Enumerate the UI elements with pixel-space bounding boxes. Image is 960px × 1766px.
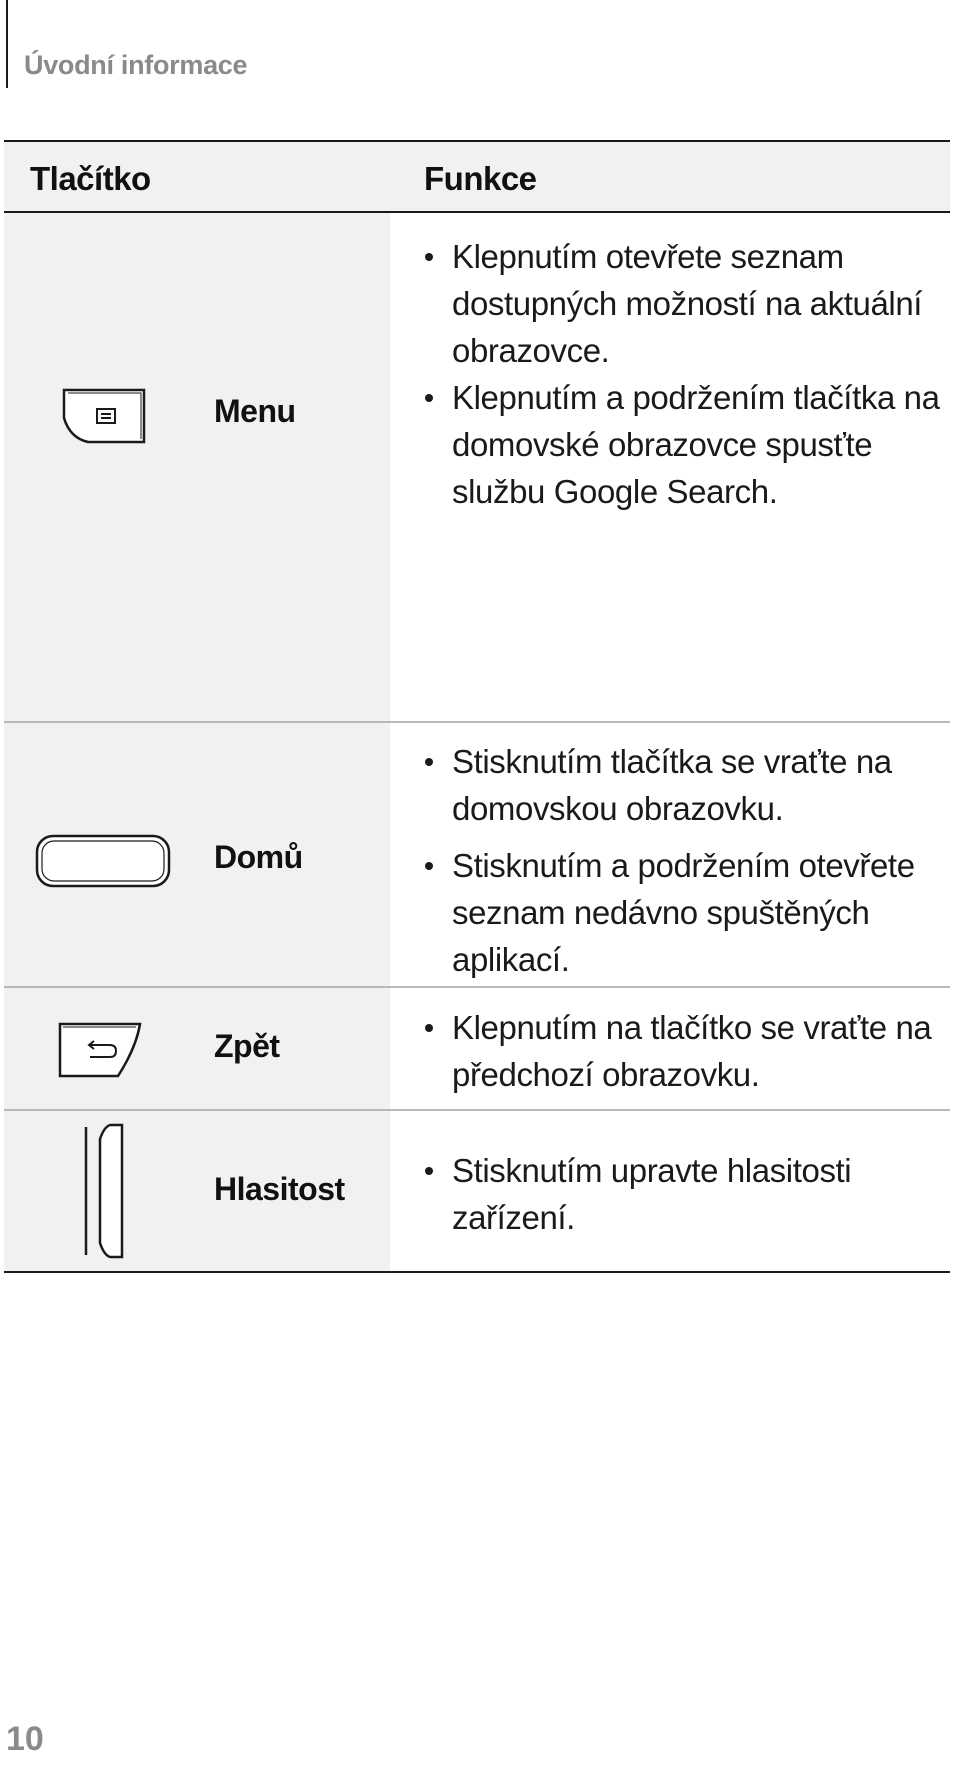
list-item: Klepnutím a podržením tlačítka na domovské obrazovce spusťte službu Google Search. xyxy=(390,374,950,515)
table-row-menu xyxy=(4,213,950,723)
page-number: 10 xyxy=(6,1720,44,1758)
column-header-function: Funkce xyxy=(424,160,537,197)
table-row-back xyxy=(4,988,950,1111)
list-item: Stisknutím a podržením otevřete seznam nedávno spuštěných aplikací. xyxy=(390,842,950,983)
key-name-home: Domů xyxy=(214,839,303,875)
list-item: Stisknutím upravte hlasitosti zařízení. xyxy=(390,1147,860,1241)
margin-bar xyxy=(6,0,8,88)
key-cell-back xyxy=(4,988,390,1109)
column-header-key: Tlačítko xyxy=(30,160,151,197)
key-cell-volume xyxy=(4,1111,390,1271)
list-item: Stisknutím tlačítka se vraťte na domovskou obrazovku. xyxy=(390,738,950,832)
table-bottom-rule xyxy=(4,1271,950,1273)
function-list-volume xyxy=(390,1147,860,1241)
function-list-home xyxy=(390,738,950,983)
menu-key-icon xyxy=(58,388,148,444)
table-header-key xyxy=(4,142,390,211)
table-header-function xyxy=(390,142,950,211)
back-key-icon xyxy=(56,1022,146,1078)
key-name-volume: Hlasitost xyxy=(214,1171,345,1207)
home-key-icon xyxy=(34,833,172,889)
table-row-volume xyxy=(4,1111,950,1273)
key-cell-menu xyxy=(4,213,390,721)
volume-key-icon xyxy=(82,1123,126,1259)
key-name-back: Zpět xyxy=(214,1028,280,1064)
list-item: Klepnutím na tlačítko se vraťte na předchozí obrazovku. xyxy=(390,1004,950,1098)
key-name-menu: Menu xyxy=(214,393,296,429)
section-title: Úvodní informace xyxy=(24,50,248,80)
function-list-menu xyxy=(390,233,950,515)
function-list-back xyxy=(390,1004,950,1098)
key-cell-home xyxy=(4,723,390,986)
table-row-home xyxy=(4,723,950,988)
list-item: Klepnutím otevřete seznam dostupných možností na aktuální obrazovce. xyxy=(390,233,950,374)
